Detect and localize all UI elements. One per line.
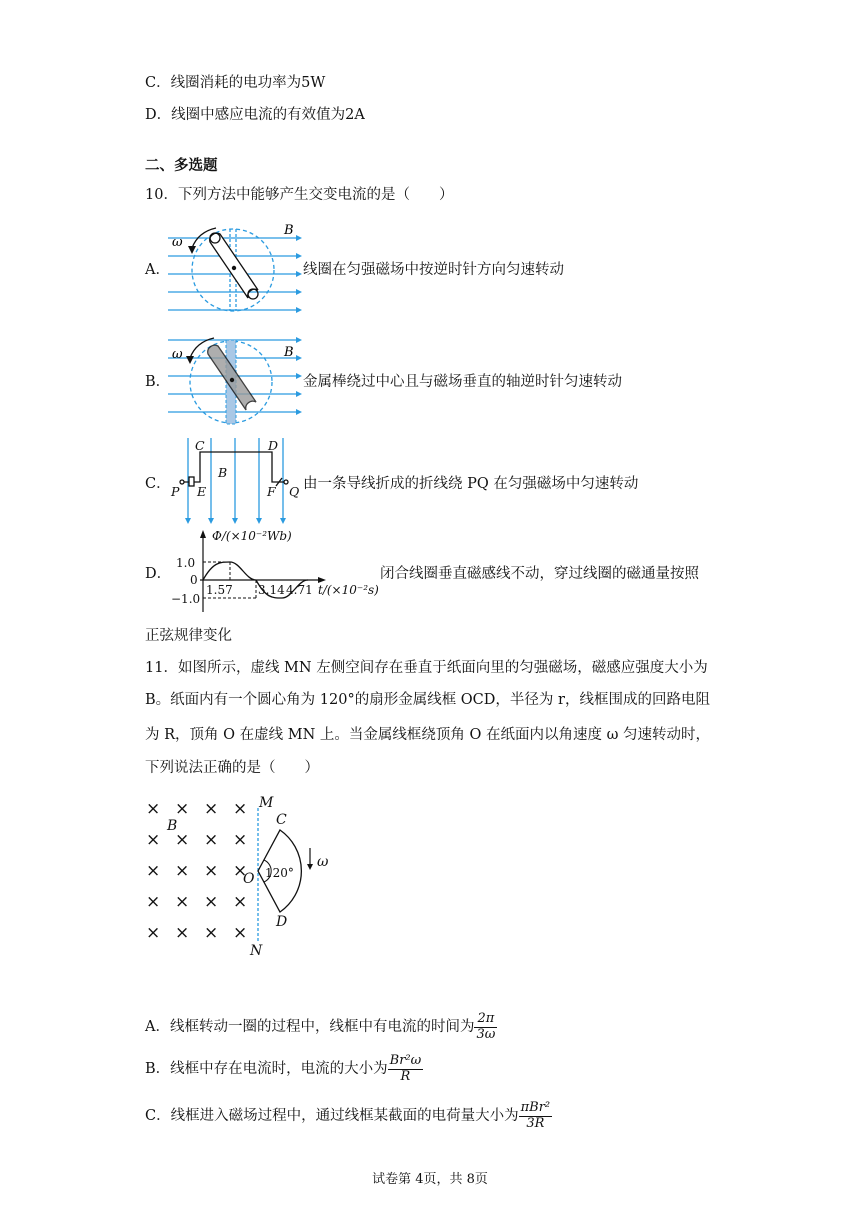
field-cross-mark: × [204,830,219,850]
q11-angle-label: 120° [265,866,294,880]
q11-label-o: O [243,871,255,887]
field-cross-mark: × [175,892,190,912]
q11-label-d: D [276,914,288,930]
field-cross-mark: × [146,861,161,881]
q10-c-text: 由一条导线折成的折线绕 PQ 在匀强磁场中匀速转动 [303,476,639,492]
q10-c-label-d: D [268,438,279,453]
q11-option-a-fraction [474,1012,497,1043]
q10-a-b-label: B [284,223,294,238]
q10-c-letter: C． [145,476,171,492]
q11-label-n: N [250,943,263,959]
q10-d-text-cont: 正弦规律变化 [145,628,232,644]
field-cross-mark: × [204,923,219,943]
q11-option-b-num: Br²ω [389,1052,422,1068]
field-cross-mark: × [204,799,219,819]
q11-option-c-num: πBr² [520,1099,551,1115]
field-cross-mark: × [233,861,248,881]
q10-a-text: 线圈在匀强磁场中按逆时针方向匀速转动 [303,262,564,278]
q11-option-c-text: C．线框进入磁场过程中，通过线框某截面的电荷量大小为 [145,1108,519,1124]
q10-d-y1: 1.0 [176,556,196,570]
q10-b-omega: ω [172,347,183,362]
q11-option-a-text: A．线框转动一圈的过程中，线框中有电流的时间为 [145,1019,475,1035]
q10-c-figure [168,438,303,528]
field-cross-mark: × [146,830,161,850]
q10-d-text: 闭合线圈垂直磁感线不动，穿过线圈的磁通量按照 [380,566,699,582]
q11-stem-line2: B。纸面内有一个圆心角为 120°的扇形金属线框 OCD，半径为 r，线框围成的回路电阻 [145,692,710,708]
q10-c-label-b: B [218,465,228,480]
q11-label-m: M [259,795,274,811]
q11-option-b [145,1047,423,1091]
q10-c-label-e: E [197,484,207,499]
q10-d-letter: D． [145,566,172,582]
q10-d-xlabel: t/(×10⁻²s) [318,583,379,597]
field-cross-mark: × [175,923,190,943]
field-cross-mark: × [146,892,161,912]
q10-b-letter: B． [145,374,171,390]
q11-stem-line3: 为 R，顶角 O 在虚线 MN 上。当金属线框绕顶角 O 在纸面内以角速度 ω 匀速转动时， [145,727,711,743]
q11-stem-line1: 11．如图所示，虚线 MN 左侧空间存在垂直于纸面向里的匀强磁场，磁感应强度大小为 [145,660,708,676]
q10-b-text: 金属棒绕过中心且与磁场垂直的轴逆时针匀速转动 [303,374,622,390]
q10-d-y0: 0 [190,573,198,587]
q11-label-omega: ω [317,854,329,870]
q11-option-c-fraction [519,1101,553,1132]
field-cross-mark: × [146,923,161,943]
q11-option-a-num: 2π [474,1012,497,1028]
q11-stem-line4: 下列说法正确的是（ ） [145,760,319,776]
section-title: 二、多选题 [145,157,218,174]
q10-c-label-f: F [267,484,276,499]
q10-c-label-q: Q [289,484,300,499]
field-cross-mark: × [204,892,219,912]
q11-option-b-text: B．线框中存在电流时，电流的大小为 [145,1061,388,1077]
field-cross-mark: × [233,830,248,850]
q10-c-label-p: P [171,484,180,499]
q10-d-x2: 3.14 [258,583,285,597]
q10-a-omega: ω [172,235,183,250]
page-footer: 试卷第 4页，共 8页 [372,1172,488,1187]
q10-d-x3: 4.71 [286,583,313,597]
field-cross-mark: × [175,861,190,881]
q11-option-a [145,1005,497,1049]
field-cross-mark: × [175,830,190,850]
q10-a-letter: A． [145,262,170,278]
field-cross-mark: × [146,799,161,819]
q10-d-ylabel: Φ/(×10⁻²Wb) [212,529,292,543]
q11-option-c [145,1094,552,1138]
q11-figure [140,792,340,962]
field-cross-mark: × [233,799,248,819]
q10-d-ym1: −1.0 [171,592,201,606]
field-cross-mark: × [233,923,248,943]
q10-a-figure [168,222,303,312]
q11-option-b-den: R [400,1068,411,1084]
q10-d-x1: 1.57 [206,583,233,597]
q11-label-b: B [167,818,178,834]
field-cross-mark: × [204,861,219,881]
q10-d-figure [168,528,378,618]
q10-b-b-label: B [284,345,294,360]
field-cross-mark: × [175,799,190,819]
q9-option-d: D．线圈中感应电流的有效值为2A [145,107,365,123]
q11-option-b-fraction [388,1054,424,1085]
q11-option-a-den: 3ω [476,1026,496,1042]
q9-option-c: C．线圈消耗的电功率为5W [145,75,326,91]
q11-option-c-den: 3R [526,1115,545,1131]
q11-label-c: C [276,812,287,828]
field-cross-mark: × [233,892,248,912]
q10-b-figure [168,336,303,426]
q10-stem: 10．下列方法中能够产生交变电流的是（ ） [145,187,454,203]
q10-c-label-c: C [195,438,205,453]
